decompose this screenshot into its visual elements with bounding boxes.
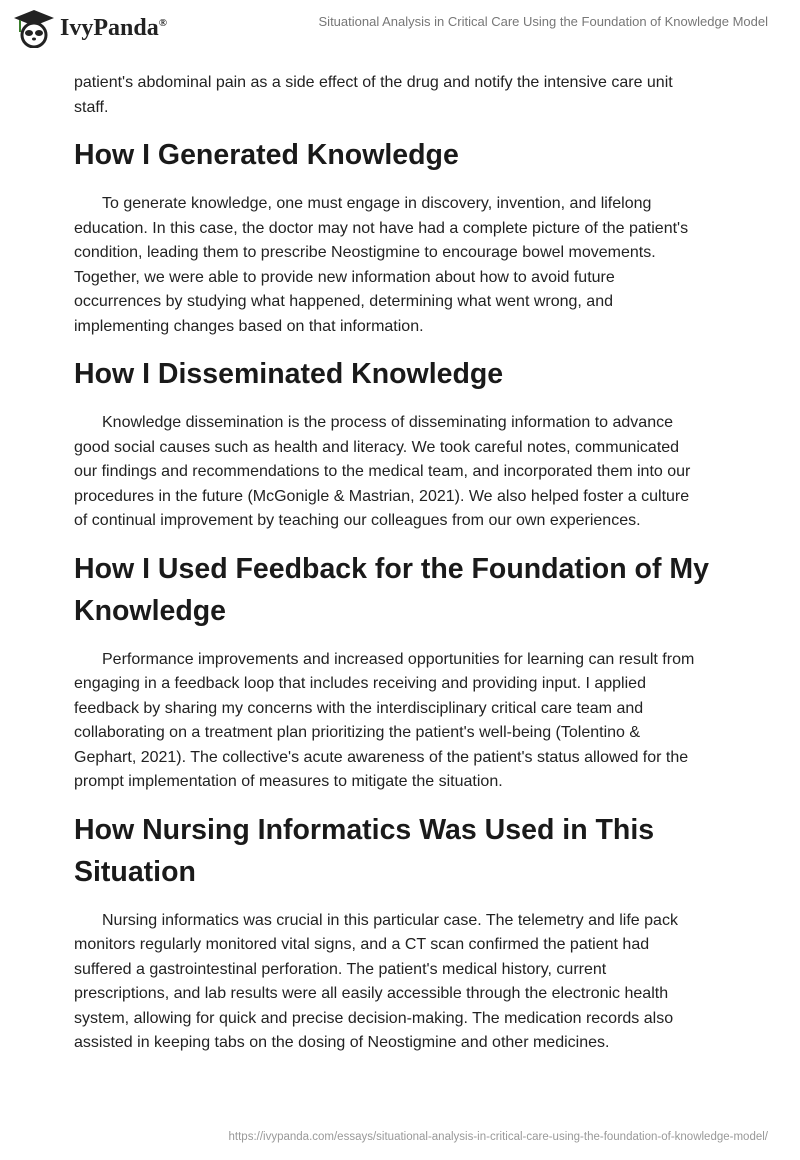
- paragraph: [74, 192, 734, 339]
- text-line: Nursing informatics was crucial in this particular case. The telemetry and life pack: [102, 911, 678, 929]
- text-line: engaging in a feedback loop that includes receiving and providing input. I applied: [74, 675, 646, 692]
- essay-body: [74, 71, 734, 1056]
- text-line: Gephart, 2021). The collective's acute awareness of the patient's status allowed for the: [74, 748, 689, 766]
- text-line: of continual improvement by teaching our colleagues from our own experiences.: [74, 512, 641, 529]
- panda-graduate-icon: [12, 8, 56, 48]
- text-line: occurrences by studying what happened, determining what went wrong, and: [74, 293, 613, 310]
- text-line: implementing changes based on that information.: [74, 317, 424, 335]
- logo-text: IvyPanda: [60, 14, 159, 41]
- text-line: staff.: [74, 98, 109, 116]
- section-heading: How I Disseminated Knowledge: [74, 358, 504, 390]
- text-line: Performance improvements and increased opportunities for learning can result from: [102, 650, 695, 668]
- text-line: collaborating on a treatment plan prioritizing the patient's well-being (Tolentino &: [74, 724, 641, 741]
- paragraph: [74, 909, 734, 1056]
- text-line: monitors regularly monitored vital signs, and a CT scan confirmed the patient had: [74, 936, 650, 953]
- source-url[interactable]: https://ivypanda.com/essays/situational-analysis-in-critical-care-using-the-foundation-of-knowledge-model/: [228, 1131, 768, 1143]
- paragraph: [74, 71, 734, 120]
- text-line: suffered a gastrointestinal perforation. The patient's medical history, current: [74, 960, 607, 978]
- paragraph: [74, 648, 734, 795]
- section-heading: How I Used Feedback for the Foundation of My Knowledge: [74, 552, 709, 627]
- text-line: Together, we were able to provide new information about how to avoid future: [74, 268, 615, 286]
- text-line: system, allowing for quick and precise decision-making. The medication records also: [74, 1009, 674, 1027]
- text-line: prescriptions, and lab results were all easily accessible through the electronic health: [74, 985, 669, 1002]
- text-line: feedback by sharing my concerns with the interdisciplinary critical care team and: [74, 699, 644, 717]
- text-line: procedures in the future (McGonigle & Mastrian, 2021). We also helped foster a culture: [74, 487, 690, 505]
- text-line: Knowledge dissemination is the process of disseminating information to advance: [102, 414, 673, 431]
- text-line: condition, leading them to prescribe Neostigmine to encourage bowel movements.: [74, 244, 656, 261]
- text-line: assisted in keeping tabs on the dosing of Neostigmine and other medicines.: [74, 1034, 610, 1051]
- registered-mark: ®: [158, 16, 167, 29]
- text-line: patient's abdominal pain as a side effect of the drug and notify the intensive care unit: [74, 74, 673, 91]
- paragraph: [74, 411, 734, 534]
- ivypanda-logo[interactable]: [12, 8, 167, 48]
- text-line: prompt implementation of measures to mitigate the situation.: [74, 773, 503, 790]
- text-line: our findings and recommendations to the medical team, and incorporated them into our: [74, 463, 691, 480]
- section-heading: How I Generated Knowledge: [74, 139, 459, 171]
- document-title: Situational Analysis in Critical Care Using the Foundation of Knowledge Model: [318, 14, 768, 29]
- text-line: To generate knowledge, one must engage in discovery, invention, and lifelong: [102, 195, 652, 212]
- section-heading: How Nursing Informatics Was Used in This Situation: [74, 813, 655, 888]
- text-line: education. In this case, the doctor may not have had a complete picture of the patient's: [74, 219, 689, 237]
- text-line: good social causes such as health and literacy. We took careful notes, communicated: [74, 438, 680, 456]
- page-header: [0, 0, 800, 50]
